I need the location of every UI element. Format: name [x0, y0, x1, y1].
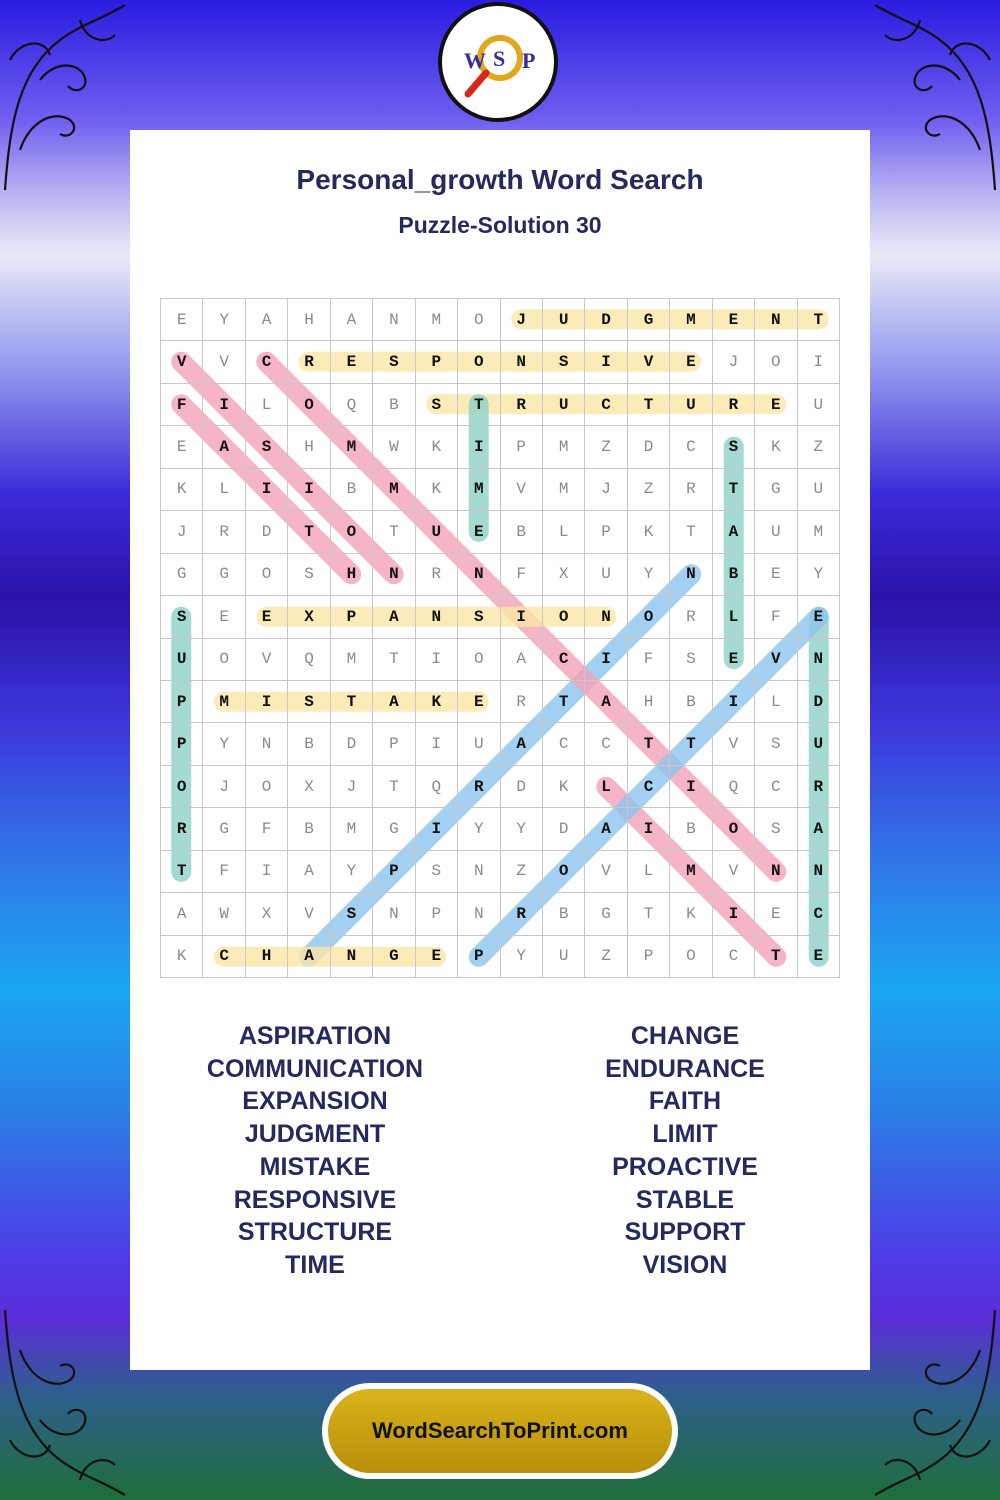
grid-cell: S — [543, 341, 585, 383]
grid-cell: O — [713, 808, 755, 850]
grid-cell: L — [755, 681, 797, 723]
grid-cell: N — [458, 554, 500, 596]
grid-cell: U — [670, 384, 712, 426]
grid-cell: T — [628, 384, 670, 426]
grid-cell: T — [798, 299, 840, 341]
grid-cell: V — [713, 723, 755, 765]
grid-cell: C — [246, 341, 288, 383]
grid-cell: J — [203, 766, 245, 808]
grid-cell: B — [501, 511, 543, 553]
grid-cell: Y — [203, 299, 245, 341]
grid-cell: Z — [798, 426, 840, 468]
grid-cell: E — [458, 511, 500, 553]
grid-cell: C — [670, 426, 712, 468]
grid-cell: K — [628, 511, 670, 553]
grid-cell: B — [713, 554, 755, 596]
grid-cell: O — [458, 341, 500, 383]
grid-cell: Q — [713, 766, 755, 808]
grid-cell: P — [585, 511, 627, 553]
grid-cell: V — [246, 639, 288, 681]
grid-cell: Q — [331, 384, 373, 426]
grid-cell: V — [755, 639, 797, 681]
grid-cell: I — [670, 766, 712, 808]
grid-cell: K — [416, 681, 458, 723]
grid-cell: G — [161, 554, 203, 596]
grid-cell: I — [713, 681, 755, 723]
grid-cell: M — [331, 426, 373, 468]
grid-cell: S — [458, 596, 500, 638]
grid-cell: O — [246, 554, 288, 596]
grid-cell: Y — [458, 808, 500, 850]
word-list-item: MISTAKE — [259, 1152, 371, 1181]
word-list-item: PROACTIVE — [612, 1152, 758, 1181]
word-list-item: TIME — [285, 1250, 345, 1279]
grid-cell: O — [203, 639, 245, 681]
grid-cell: D — [543, 808, 585, 850]
grid-cell: A — [501, 639, 543, 681]
page-title: Personal_growth Word Search — [296, 164, 704, 195]
grid-cell: M — [670, 851, 712, 893]
grid-cell: E — [203, 596, 245, 638]
grid-cell: K — [755, 426, 797, 468]
word-list-item: LIMIT — [652, 1120, 718, 1149]
grid-cell: V — [713, 851, 755, 893]
grid-cell: U — [798, 723, 840, 765]
grid-cell: C — [585, 723, 627, 765]
grid-cell: T — [331, 681, 373, 723]
grid-cell: J — [331, 766, 373, 808]
grid-cell: T — [373, 511, 415, 553]
grid-cell: O — [628, 596, 670, 638]
word-list-item: VISION — [642, 1250, 728, 1279]
grid-cell: M — [331, 639, 373, 681]
grid-cell: O — [670, 936, 712, 978]
grid-cell: F — [501, 554, 543, 596]
grid-cell: A — [798, 808, 840, 850]
grid-cell: S — [246, 426, 288, 468]
grid-cell: L — [628, 851, 670, 893]
grid-cell: T — [755, 936, 797, 978]
grid-cell: R — [501, 384, 543, 426]
grid-cell: Y — [203, 723, 245, 765]
word-list-item: JUDGMENT — [244, 1120, 386, 1149]
grid-cell: T — [670, 723, 712, 765]
grid-cell: C — [585, 384, 627, 426]
grid-cell: I — [246, 851, 288, 893]
grid-cell: V — [203, 341, 245, 383]
grid-cell: B — [288, 808, 330, 850]
grid-cell: S — [416, 851, 458, 893]
grid-cell: Y — [501, 808, 543, 850]
grid-cell: H — [628, 681, 670, 723]
grid-cell: F — [755, 596, 797, 638]
grid-cell: O — [246, 766, 288, 808]
grid-cell: P — [373, 851, 415, 893]
word-list-item: ASPIRATION — [238, 1022, 392, 1050]
grid-cell: S — [373, 341, 415, 383]
grid-cell: J — [585, 469, 627, 511]
grid-cell: Q — [288, 639, 330, 681]
grid-cell: V — [161, 341, 203, 383]
grid-cell: C — [628, 766, 670, 808]
grid-cell: X — [288, 766, 330, 808]
grid-cell: U — [585, 554, 627, 596]
grid-cell: P — [416, 341, 458, 383]
grid-cell: C — [755, 766, 797, 808]
corner-ornament-bottom-left — [0, 1300, 130, 1500]
grid-cell: S — [161, 596, 203, 638]
word-list-item: CHANGE — [630, 1022, 740, 1050]
grid-cell: R — [798, 766, 840, 808]
grid-cell: E — [755, 893, 797, 935]
grid-cell: A — [373, 596, 415, 638]
grid-cell: U — [543, 299, 585, 341]
grid-cell: T — [458, 384, 500, 426]
grid-cell: Y — [331, 851, 373, 893]
grid-cell: E — [161, 426, 203, 468]
site-link-label: WordSearchToPrint.com — [372, 1418, 628, 1443]
grid-cell: L — [543, 511, 585, 553]
grid-cell: A — [288, 936, 330, 978]
grid-cell: M — [458, 469, 500, 511]
grid-cell: M — [203, 681, 245, 723]
grid-cell: A — [246, 299, 288, 341]
grid-cell: U — [458, 723, 500, 765]
grid-cell: V — [501, 469, 543, 511]
grid-cell: M — [331, 808, 373, 850]
grid-cell: L — [713, 596, 755, 638]
grid-cell: U — [798, 384, 840, 426]
grid-cell: N — [416, 596, 458, 638]
word-list-left — [130, 1020, 500, 1282]
grid-cell: C — [203, 936, 245, 978]
grid-cell: P — [628, 936, 670, 978]
grid-cell: Z — [628, 469, 670, 511]
grid-cell: C — [713, 936, 755, 978]
grid-cell: Q — [416, 766, 458, 808]
grid-cell: A — [585, 808, 627, 850]
grid-cell: U — [161, 639, 203, 681]
grid-cell: Z — [585, 936, 627, 978]
grid-cell: A — [501, 723, 543, 765]
grid-cell: A — [161, 893, 203, 935]
grid-cell: G — [628, 299, 670, 341]
grid-cell: E — [798, 596, 840, 638]
grid-cell: A — [373, 681, 415, 723]
grid-cell: M — [373, 469, 415, 511]
grid-cell: L — [246, 384, 288, 426]
grid-cell: V — [585, 851, 627, 893]
grid-cell: E — [713, 639, 755, 681]
grid-cell: S — [331, 893, 373, 935]
grid-cell: R — [288, 341, 330, 383]
grid-cell: Y — [628, 554, 670, 596]
grid-cell: F — [203, 851, 245, 893]
grid-cell: N — [670, 554, 712, 596]
grid-cell: N — [246, 723, 288, 765]
word-list-item: STRUCTURE — [237, 1218, 393, 1247]
grid-cell: B — [331, 469, 373, 511]
page-subtitle: Puzzle-Solution 30 — [398, 212, 602, 238]
grid-cell: P — [161, 681, 203, 723]
logo-letter-p: P — [522, 48, 536, 73]
grid-cell: P — [373, 723, 415, 765]
grid-cell: R — [501, 681, 543, 723]
grid-cell: A — [203, 426, 245, 468]
word-search-grid-area — [160, 298, 840, 978]
grid-cell: C — [798, 893, 840, 935]
grid-cell: I — [246, 469, 288, 511]
grid-cell: K — [670, 893, 712, 935]
grid-cell: E — [670, 341, 712, 383]
grid-cell: I — [501, 596, 543, 638]
grid-cell: S — [288, 554, 330, 596]
grid-cell: R — [670, 469, 712, 511]
word-list-item: RESPONSIVE — [233, 1185, 397, 1214]
word-list-item: EXPANSION — [242, 1087, 388, 1116]
grid-cell: L — [203, 469, 245, 511]
grid-cell: B — [670, 808, 712, 850]
word-list — [130, 1020, 870, 1290]
grid-cell: X — [246, 893, 288, 935]
logo-letter-s: S — [493, 46, 506, 71]
grid-cell: A — [288, 851, 330, 893]
grid-cell: R — [161, 808, 203, 850]
grid-cell: I — [798, 341, 840, 383]
grid-cell: I — [288, 469, 330, 511]
grid-cell: I — [203, 384, 245, 426]
word-list-item: SUPPORT — [624, 1218, 746, 1247]
grid-cell: I — [713, 893, 755, 935]
grid-cell: C — [543, 639, 585, 681]
grid-cell: S — [288, 681, 330, 723]
grid-cell: N — [755, 851, 797, 893]
corner-ornament-top-left — [0, 0, 130, 200]
grid-cell: D — [501, 766, 543, 808]
corner-ornament-top-right — [870, 0, 1000, 200]
grid-cell: R — [713, 384, 755, 426]
grid-cell: R — [501, 893, 543, 935]
grid-cell: E — [713, 299, 755, 341]
grid-cell: J — [161, 511, 203, 553]
grid-cell: S — [713, 426, 755, 468]
grid-cell: T — [670, 511, 712, 553]
grid-cell: O — [755, 341, 797, 383]
grid-cell: O — [458, 299, 500, 341]
grid-cell: A — [713, 511, 755, 553]
grid-cell: A — [585, 681, 627, 723]
word-list-item: STABLE — [635, 1185, 735, 1214]
grid-cell: P — [161, 723, 203, 765]
word-list-item: FAITH — [648, 1087, 722, 1116]
grid-cell: U — [543, 384, 585, 426]
grid-cell: R — [670, 596, 712, 638]
grid-cell: V — [628, 341, 670, 383]
grid-cell: U — [798, 469, 840, 511]
grid-cell: G — [373, 808, 415, 850]
grid-cell: E — [161, 299, 203, 341]
grid-cell: O — [288, 384, 330, 426]
grid-cell: R — [203, 511, 245, 553]
grid-cell: K — [416, 469, 458, 511]
grid-cell: M — [543, 469, 585, 511]
grid-cell: J — [501, 299, 543, 341]
grid-cell: E — [755, 384, 797, 426]
grid-cell: D — [331, 723, 373, 765]
grid-cell: Y — [798, 554, 840, 596]
grid-cell: R — [416, 554, 458, 596]
grid-cell: N — [373, 554, 415, 596]
grid-cell: H — [246, 936, 288, 978]
grid-cell: B — [670, 681, 712, 723]
grid-cell: R — [458, 766, 500, 808]
grid-cell: U — [416, 511, 458, 553]
grid-cell: P — [501, 426, 543, 468]
grid-cell: U — [755, 511, 797, 553]
puzzle-card — [130, 130, 870, 1370]
grid-cell: K — [416, 426, 458, 468]
grid-cell: T — [373, 766, 415, 808]
grid-cell: E — [416, 936, 458, 978]
grid-cell: S — [755, 808, 797, 850]
grid-cell: F — [246, 808, 288, 850]
grid-cell: A — [331, 299, 373, 341]
grid-cell: O — [543, 851, 585, 893]
grid-cell: S — [416, 384, 458, 426]
grid-cell: G — [585, 893, 627, 935]
grid-cell: D — [628, 426, 670, 468]
grid-cell: I — [585, 341, 627, 383]
grid-cell: N — [458, 851, 500, 893]
grid-cell: M — [670, 299, 712, 341]
word-list-right — [500, 1020, 870, 1282]
grid-cell: W — [203, 893, 245, 935]
letter-grid — [160, 298, 840, 978]
grid-cell: T — [161, 851, 203, 893]
grid-cell: S — [755, 723, 797, 765]
grid-cell: H — [288, 426, 330, 468]
grid-cell: E — [331, 341, 373, 383]
grid-cell: N — [331, 936, 373, 978]
grid-cell: G — [373, 936, 415, 978]
wsp-logo[interactable] — [438, 2, 558, 122]
grid-cell: E — [798, 936, 840, 978]
grid-cell: D — [798, 681, 840, 723]
site-link-pill — [328, 1389, 672, 1473]
grid-cell: M — [416, 299, 458, 341]
grid-cell: H — [288, 299, 330, 341]
grid-cell: K — [161, 469, 203, 511]
grid-cell: G — [755, 469, 797, 511]
grid-cell: D — [585, 299, 627, 341]
grid-cell: N — [755, 299, 797, 341]
grid-cell: T — [628, 893, 670, 935]
grid-cell: N — [501, 341, 543, 383]
grid-cell: M — [543, 426, 585, 468]
grid-cell: N — [798, 851, 840, 893]
grid-cell: B — [373, 384, 415, 426]
grid-cell: T — [288, 511, 330, 553]
grid-cell: M — [798, 511, 840, 553]
grid-cell: D — [246, 511, 288, 553]
grid-cell: O — [331, 511, 373, 553]
grid-cell: I — [246, 681, 288, 723]
grid-cell: O — [458, 639, 500, 681]
grid-cell: E — [755, 554, 797, 596]
grid-cell: I — [458, 426, 500, 468]
grid-cell: F — [628, 639, 670, 681]
grid-cell: P — [416, 893, 458, 935]
grid-cell: C — [543, 723, 585, 765]
grid-cell: H — [331, 554, 373, 596]
grid-cell: O — [161, 766, 203, 808]
grid-cell: X — [288, 596, 330, 638]
grid-cell: W — [373, 426, 415, 468]
grid-cell: V — [288, 893, 330, 935]
corner-ornament-bottom-right — [870, 1300, 1000, 1500]
grid-cell: Z — [501, 851, 543, 893]
grid-cell: B — [288, 723, 330, 765]
grid-cell: J — [713, 341, 755, 383]
grid-cell: K — [543, 766, 585, 808]
grid-cell: S — [670, 639, 712, 681]
grid-cell: T — [713, 469, 755, 511]
grid-cell: O — [543, 596, 585, 638]
grid-cell: I — [416, 723, 458, 765]
grid-cell: U — [543, 936, 585, 978]
site-link-button[interactable] — [322, 1383, 678, 1479]
grid-cell: N — [458, 893, 500, 935]
grid-cell: F — [161, 384, 203, 426]
grid-cell: I — [416, 639, 458, 681]
grid-cell: Y — [501, 936, 543, 978]
grid-cell: T — [628, 723, 670, 765]
grid-cell: T — [543, 681, 585, 723]
grid-cell: G — [203, 808, 245, 850]
grid-cell: K — [161, 936, 203, 978]
word-list-item: COMMUNICATION — [206, 1054, 424, 1083]
grid-cell: P — [458, 936, 500, 978]
grid-cell: N — [798, 639, 840, 681]
grid-cell: N — [585, 596, 627, 638]
grid-cell: X — [543, 554, 585, 596]
grid-cell: E — [458, 681, 500, 723]
grid-cell: T — [373, 639, 415, 681]
grid-cell: G — [203, 554, 245, 596]
grid-cell: I — [628, 808, 670, 850]
grid-cell: N — [373, 299, 415, 341]
grid-cell: L — [585, 766, 627, 808]
grid-cell: E — [246, 596, 288, 638]
word-list-item: ENDURANCE — [605, 1054, 765, 1083]
grid-cell: I — [416, 808, 458, 850]
grid-cell: N — [373, 893, 415, 935]
grid-cell: B — [543, 893, 585, 935]
grid-cell: I — [585, 639, 627, 681]
grid-cell: Z — [585, 426, 627, 468]
logo-letter-w: W — [464, 48, 486, 73]
grid-cell: P — [331, 596, 373, 638]
